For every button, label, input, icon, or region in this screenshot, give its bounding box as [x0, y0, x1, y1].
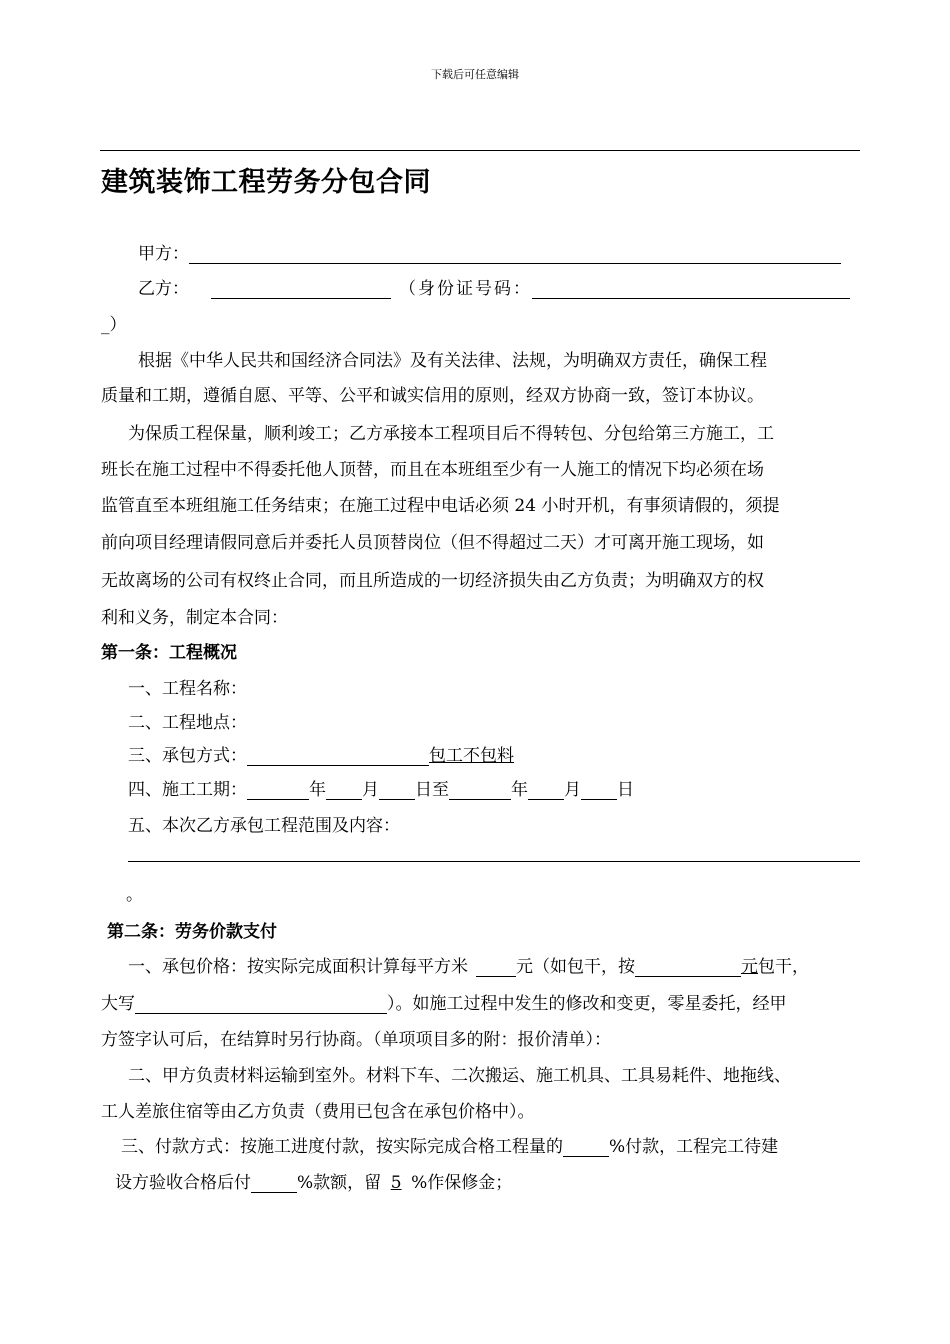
start-year-label: 年 — [309, 780, 326, 800]
progress-pct-blank[interactable] — [563, 1138, 609, 1157]
article2-heading: 第二条：劳务价款支付 — [107, 922, 277, 942]
end-month-label: 月 — [564, 780, 581, 800]
start-month-blank[interactable] — [326, 781, 362, 800]
preamble-p2-l6: 利和义务，制定本合同： — [101, 608, 288, 628]
lump-sum-blank[interactable] — [635, 958, 741, 977]
party-b-label: 乙方： — [138, 279, 189, 299]
header-note: 下载后可任意编辑 — [431, 68, 519, 81]
i1-text-f: ）。如施工过程中发生的修改和变更，零星委托，经甲 — [387, 994, 787, 1014]
preamble-p2-l4: 前向项目经理请假同意后并委托人员顶替岗位（但不得超过二天）才可离开施工现场，如 — [101, 533, 764, 553]
retention-pct: 5 — [390, 1173, 402, 1193]
i3-text-e: %作保修金； — [411, 1173, 513, 1193]
preamble-p2-l3: 监管直至本班组施工任务结束；在施工过程中电话必须 24 小时开机，有事须请假的，须提 — [101, 496, 780, 516]
party-b-blank[interactable] — [211, 280, 391, 299]
id-label: （身份证号码： — [399, 279, 532, 299]
i3-text-d: %款额，留 — [297, 1173, 382, 1193]
article2-item2-l1: 二、甲方负责材料运输到室外。材料下车、二次搬运、施工机具、工具易耗件、地拖线、 — [128, 1066, 791, 1086]
day-to-label: 日至 — [415, 780, 449, 800]
i1-text-c: 元 — [741, 957, 758, 977]
scope-period: 。 — [126, 885, 143, 905]
i3-text-c: 设方验收合格后付 — [115, 1173, 251, 1193]
acceptance-pct-blank[interactable] — [251, 1174, 297, 1193]
end-month-blank[interactable] — [528, 781, 564, 800]
item3-value: 包工不包料 — [429, 746, 514, 766]
preamble-p1-l2: 质量和工期，遵循自愿、平等、公平和诚实信用的原则，经双方协商一致，签订本协议。 — [101, 386, 764, 406]
article2-item2-l2: 工人差旅住宿等由乙方负责（费用已包含在承包价格中）。 — [101, 1102, 535, 1122]
start-year-blank[interactable] — [247, 781, 309, 800]
i1-text-e: 大写 — [101, 994, 135, 1014]
i3-text-a: 三、付款方式：按施工进度付款，按实际完成合格工程量的 — [121, 1137, 563, 1157]
article1-item2: 二、工程地点： — [128, 713, 247, 733]
article1-heading: 第一条：工程概况 — [101, 643, 237, 663]
article1-item5: 五、本次乙方承包工程范围及内容： — [128, 816, 400, 836]
item3-label: 三、承包方式： — [128, 746, 247, 766]
i1-text-a: 一、承包价格：按实际完成面积计算每平方米 — [128, 957, 468, 977]
article2-item1-l1 — [128, 952, 809, 977]
article2-item1-l2 — [101, 989, 787, 1014]
document-title: 建筑装饰工程劳务分包合同 — [101, 167, 431, 198]
preamble-p2-l5: 无故离场的公司有权终止合同，而且所造成的一切经济损失由乙方负责；为明确双方的权 — [101, 571, 764, 591]
item3-blank[interactable] — [247, 747, 429, 766]
article1-item3 — [128, 741, 514, 766]
party-a-line — [138, 239, 841, 264]
article1-item4 — [128, 775, 634, 800]
article2-item3-l2 — [115, 1168, 512, 1193]
i3-text-b: %付款，工程完工待建 — [609, 1137, 779, 1157]
end-year-label: 年 — [511, 780, 528, 800]
article1-item1: 一、工程名称： — [128, 679, 247, 699]
i1-text-b: 元（如包干，按 — [516, 957, 635, 977]
start-day-blank[interactable] — [379, 781, 415, 800]
preamble-p2-l1: 为保质工程保量，顺利竣工；乙方承接本工程项目后不得转包、分包给第三方施工，工 — [128, 424, 774, 444]
scope-blank[interactable] — [128, 861, 860, 862]
amount-words-blank[interactable] — [135, 995, 387, 1014]
item4-label: 四、施工工期： — [128, 780, 247, 800]
party-a-label: 甲方： — [138, 244, 189, 264]
header-rule — [100, 150, 860, 151]
party-b-line — [138, 274, 850, 299]
end-day-label: 日 — [617, 780, 634, 800]
end-day-blank[interactable] — [581, 781, 617, 800]
start-month-label: 月 — [362, 780, 379, 800]
preamble-p2-l2: 班长在施工过程中不得委托他人顶替，而且在本班组至少有一人施工的情况下均必须在场 — [101, 460, 764, 480]
id-close: _） — [101, 315, 127, 335]
end-year-blank[interactable] — [449, 781, 511, 800]
id-number-blank[interactable] — [532, 280, 850, 299]
i1-text-d: 包干， — [758, 957, 809, 977]
party-a-blank[interactable] — [189, 245, 841, 264]
preamble-p1-l1: 根据《中华人民共和国经济合同法》及有关法律、法规，为明确双方责任，确保工程 — [138, 351, 767, 371]
article2-item1-l3: 方签字认可后，在结算时另行协商。（单项项目多的附：报价清单）： — [101, 1030, 611, 1050]
article2-item3-l1 — [121, 1132, 778, 1157]
unit-price-blank[interactable] — [476, 958, 516, 977]
